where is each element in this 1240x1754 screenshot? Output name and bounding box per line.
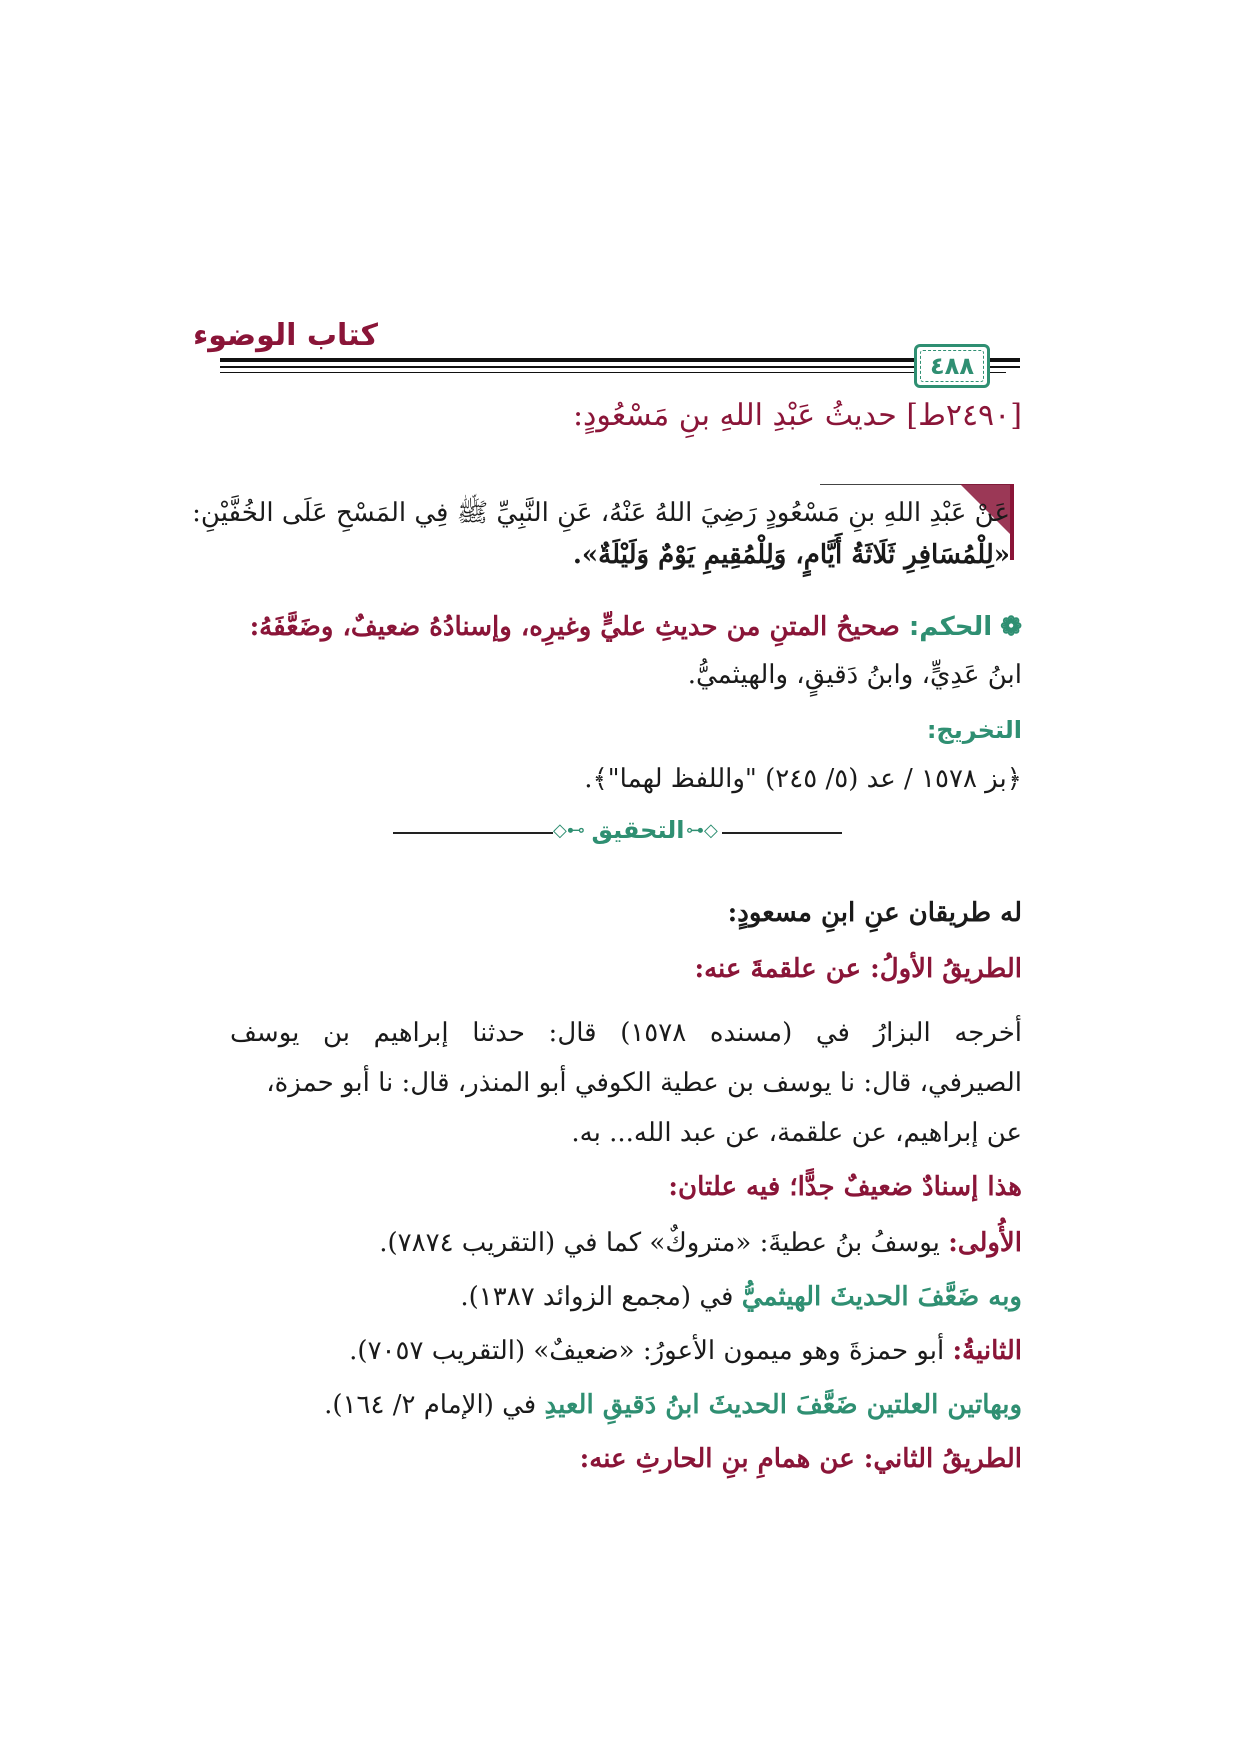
ornament-icon: ◇⊷: [553, 820, 585, 841]
ruling-line: [250, 612, 1022, 642]
section-title: التحقيق: [591, 816, 685, 844]
section-divider-line: [393, 832, 553, 834]
hadith-text: «لِلْمُسَافِرِ ثَلَاثَةُ أَيَّامٍ، وَلِلْمُقِيمِ يَوْمٌ وَلَيْلَةٌ».: [572, 540, 1010, 570]
defect-first: [379, 1228, 1022, 1258]
path-heading: الطريقُ الأولُ: عن علقمةَ عنه:: [694, 954, 1022, 984]
ornament-icon: ⊶◇: [686, 820, 718, 841]
paragraph-line: الصيرفي، قال: نا يوسف بن عطية الكوفي أبو المنذر، قال: نا أبو حمزة،: [266, 1068, 1022, 1098]
hadith-text: عَنْ عَبْدِ اللهِ بنِ مَسْعُودٍ رَضِيَ اللهُ عَنْهُ، عَنِ النَّبِيِّ ﷺ فِي المَسْحِ عَلَى الخُفَّيْنِ:: [192, 498, 1010, 528]
page-number-frame: [914, 344, 990, 388]
highlight-text: وبهاتين العلتين ضَعَّفَ الحديثَ ابنُ دَقيقِ العيدِ: [544, 1390, 1022, 1420]
defect-text: يوسفُ بنُ عطيةَ: «متروكٌ» كما في (التقريب ٧٨٧٤).: [379, 1228, 940, 1258]
defect-text: أبو حمزةَ وهو ميمون الأعورُ: «ضعيفٌ» (التقريب ٧٠٥٧).: [349, 1336, 945, 1366]
defect-second: [349, 1336, 1022, 1366]
header-rule: [996, 366, 1020, 368]
ruling-label: الحكم:: [908, 612, 993, 642]
weakness-heading: هذا إسنادٌ ضعيفٌ جدًّا؛ فيه علتان:: [668, 1172, 1022, 1202]
header-rule: [220, 372, 1006, 373]
intro-line: له طريقان عنِ ابنِ مسعودٍ:: [727, 898, 1022, 928]
reference-text: في (الإمام ٢/ ١٦٤).: [324, 1390, 537, 1420]
defect-label: الأُولى:: [948, 1228, 1022, 1258]
path-heading: الطريقُ الثاني: عن همامِ بنِ الحارثِ عنه:: [579, 1444, 1022, 1474]
hadith-heading: [٢٤٩٠ط] حديثُ عَبْدِ اللهِ بنِ مَسْعُودٍ:: [572, 398, 1022, 433]
takhrij-label: التخريج:: [926, 716, 1022, 744]
haythami-line: [460, 1282, 1022, 1312]
defect-label: الثانيةُ:: [952, 1336, 1022, 1366]
reference-text: في (مجمع الزوائد ١٣٨٧).: [460, 1282, 734, 1312]
paragraph-line: عن إبراهيم، عن علقمة، عن عبد الله... به.: [571, 1118, 1022, 1148]
highlight-text: وبه ضَعَّفَ الحديثَ الهيثميُّ: [741, 1282, 1022, 1312]
header-rule: [220, 366, 1006, 368]
book-title: كتاب الوضوء: [192, 318, 378, 353]
hadith-box-border: [1010, 484, 1014, 560]
section-divider-line: [722, 832, 842, 834]
header-rule: [996, 358, 1020, 362]
ruling-text: ابنُ عَدِيٍّ، وابنُ دَقيقٍ، والهيثميُّ.: [687, 660, 1022, 690]
paragraph-line: أخرجه البزارُ في (مسنده ١٥٧٨) قال: حدثنا إبراهيم بن يوسف: [230, 1018, 1022, 1048]
ibn-daqiq-line: [324, 1390, 1022, 1420]
page-number: ٤٨٨: [930, 352, 974, 380]
header-rule: [220, 358, 1006, 362]
ruling-text: صحيحُ المتنِ من حديثِ عليٍّ وغيرِه، وإسنادُهُ ضعيفٌ، وضَعَّفَهُ:: [249, 612, 900, 642]
takhrij-text: ﴿بز ١٥٧٨ / عد (٥/ ٢٤٥) "واللفظ لهما"﴾.: [584, 764, 1022, 794]
flower-icon: ❁: [1000, 612, 1022, 642]
